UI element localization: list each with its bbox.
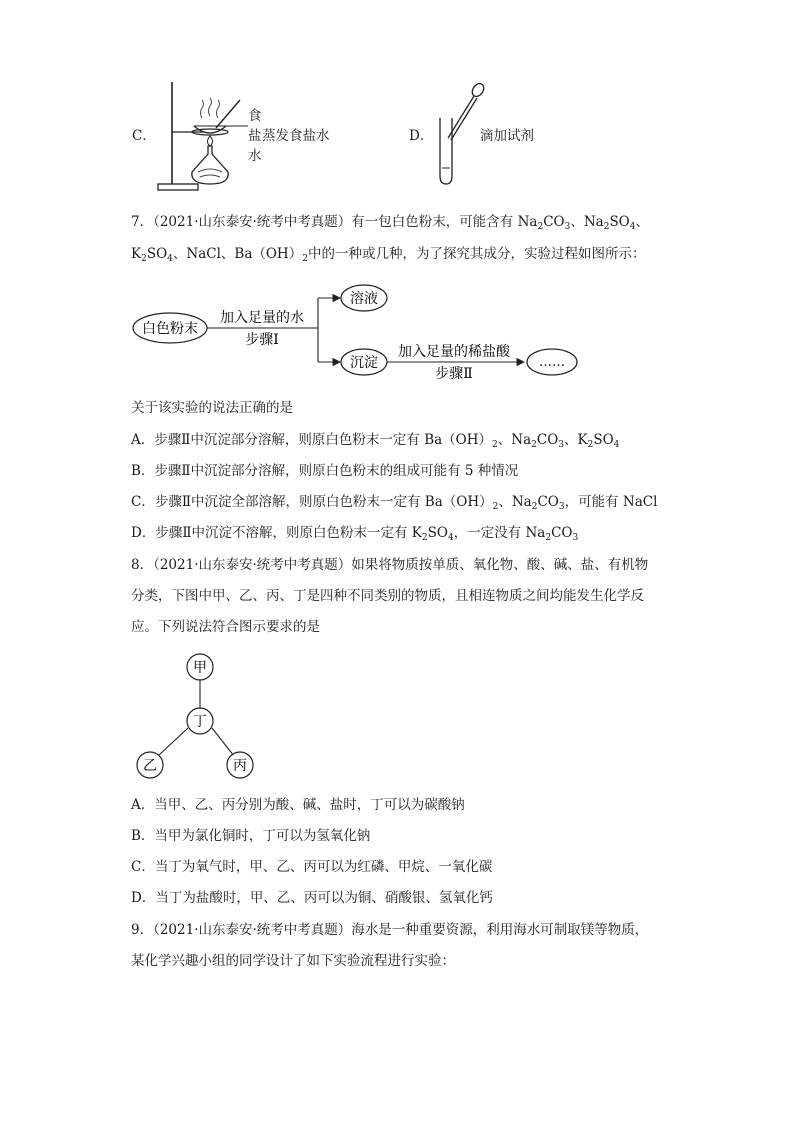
- q8-option-d: D．当丁为盐酸时，甲、乙、丙可以为铜、硝酸银、氢氧化钙: [131, 890, 493, 906]
- option-d-caption: 滴加试剂: [480, 128, 534, 144]
- q7-stem-line-1: 7．（2021·山东泰安·统考中考真题）有一包白色粉末，可能含有 $Na_2CO_3$、$Na_2SO_4$、: [131, 214, 649, 232]
- q8-option-c: C．当丁为氧气时，甲、乙、丙可以为红磷、甲烷、一氧化碳: [131, 859, 493, 875]
- side-char-1: 食: [248, 108, 262, 124]
- q7-option-b: B．步骤Ⅱ中沉淀部分溶解，则原白色粉末的组成可能有 5 种情况: [131, 463, 519, 479]
- svg-text:甲: 甲: [193, 660, 207, 676]
- q8-option-a: A．当甲、乙、丙分别为酸、碱、盐时，丁可以为碳酸钠: [131, 797, 465, 813]
- q8-stem-line-3: 应。下列说法符合图示要求的是: [131, 619, 320, 635]
- q8-number: 8．: [131, 557, 154, 573]
- q9-source: （2021·山东泰安·统考中考真题）: [153, 922, 352, 938]
- option-c-caption: 蒸发食盐水: [262, 128, 330, 144]
- step1-action: 加入足量的水: [220, 310, 304, 326]
- q7-number: 7．: [131, 214, 154, 230]
- q8-stem-line-2: 分类，下图中甲、乙、丙、丁是四种不同类别的物质，且相连物质之间均能发生化学反: [131, 588, 644, 604]
- evaporation-apparatus-figure: [150, 80, 250, 195]
- step1-label: 步骤Ⅰ: [245, 332, 279, 348]
- q9-stem-line-1: 9．（2021·山东泰安·统考中考真题）海水是一种重要资源，利用海水可制取镁等物质，: [131, 922, 649, 938]
- solution-node-label: 溶液: [350, 291, 378, 307]
- q7-prompt: 关于该实验的说法正确的是: [131, 400, 293, 416]
- q7-stem-line-2: $K_2SO_4$、NaCl、$Ba(OH)_2$中的一种或几种，为了探究其成分，实验过程如图所示：: [131, 246, 646, 264]
- start-node-label: 白色粉末: [142, 321, 198, 337]
- q9-number: 9．: [131, 922, 154, 938]
- salt-water-side-label: [248, 106, 262, 166]
- q7-option-c: C．步骤Ⅱ中沉淀全部溶解，则原白色粉末一定有 $Ba(OH)_2$、$Na_2CO_3$，可能有 NaCl: [131, 494, 658, 512]
- svg-text:乙: 乙: [143, 758, 157, 774]
- q7-option-a: A．步骤Ⅱ中沉淀部分溶解，则原白色粉末一定有 $Ba(OH)_2$、$Na_2CO_3$、$K_2SO_4$: [131, 432, 620, 450]
- option-c-label: C．: [132, 128, 156, 144]
- svg-text:丙: 丙: [233, 758, 247, 774]
- q8-option-b: B．当甲为氯化铜时，丁可以为氢氧化钠: [131, 828, 371, 844]
- q7-option-d: D．步骤Ⅱ中沉淀不溶解，则原白色粉末一定有 $K_2SO_4$，一定没有 $Na_2CO_3$: [131, 525, 579, 543]
- step2-label: 步骤Ⅱ: [435, 366, 473, 382]
- side-char-3: 水: [248, 148, 262, 164]
- q8-stem-line-1: 8．（2021·山东泰安·统考中考真题）如果将物质按单质、氧化物、酸、碱、盐、有机物: [131, 557, 649, 573]
- q9-stem-line-2: 某化学兴趣小组的同学设计了如下实验流程进行实验：: [131, 953, 455, 969]
- precipitate-node-label: 沉淀: [350, 355, 378, 371]
- result-node-label: ……: [539, 355, 565, 370]
- side-char-2: 盐: [248, 128, 262, 144]
- step2-action: 加入足量的稀盐酸: [398, 344, 510, 360]
- q8-relation-diagram: [132, 652, 262, 782]
- q7-flowchart: [132, 282, 582, 382]
- option-d-label: D．: [409, 128, 434, 144]
- q7-source: （2021·山东泰安·统考中考真题）: [153, 214, 352, 230]
- q8-source: （2021·山东泰安·统考中考真题）: [153, 557, 352, 573]
- svg-text:丁: 丁: [193, 714, 207, 730]
